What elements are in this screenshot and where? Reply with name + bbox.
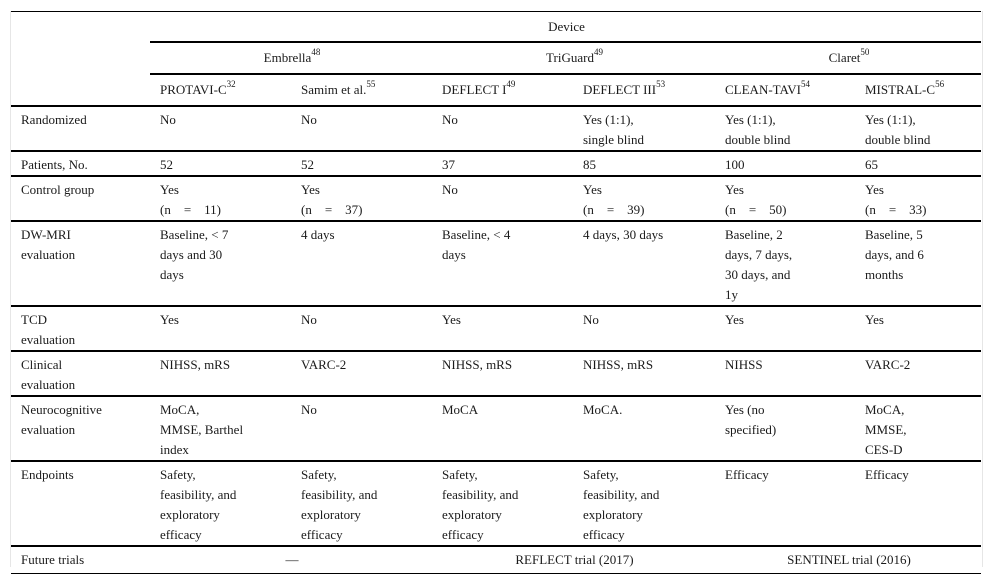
cell-line: Yes — [865, 181, 884, 197]
table-cell — [855, 151, 981, 176]
cell-line: No — [301, 111, 317, 127]
cell-line: Yes — [583, 181, 602, 197]
device-triguard — [432, 42, 715, 74]
table-cell — [150, 176, 291, 221]
table-cell — [855, 396, 981, 461]
table-cell — [715, 461, 855, 546]
row-label: Future trials — [11, 546, 150, 574]
cell-line: exploratory — [442, 506, 502, 522]
cell-line: feasibility, and — [442, 486, 519, 502]
trial-name: Samim et al. — [301, 81, 367, 97]
device-name: Embrella — [263, 49, 312, 65]
cell-line: feasibility, and — [301, 486, 378, 502]
table-cell — [291, 351, 432, 396]
cell-line: Yes (1:1), — [725, 111, 776, 127]
trial-header — [715, 74, 855, 106]
table-cell — [715, 106, 855, 151]
cell-line: specified) — [725, 421, 777, 437]
table-cell — [291, 106, 432, 151]
cell-line: exploratory — [301, 506, 361, 522]
cell-line: feasibility, and — [583, 486, 660, 502]
table-cell — [573, 221, 715, 306]
cell-line: double blind — [725, 131, 791, 147]
table-cell — [855, 176, 981, 221]
row-label — [11, 176, 150, 221]
table-row — [11, 351, 981, 396]
cell-line: (n = 39) — [583, 201, 645, 217]
table-row — [11, 306, 981, 351]
cell-line: 52 — [301, 156, 314, 172]
row-label-line: DW-MRI — [21, 226, 71, 242]
cell-line: Yes (1:1), — [583, 111, 634, 127]
cell-line: VARC-2 — [865, 356, 911, 372]
trial-name: PROTAVI-C — [160, 81, 227, 97]
cell-line: Yes — [160, 311, 179, 327]
cell-line: Safety, — [442, 466, 478, 482]
device-name: Claret — [828, 49, 861, 65]
table-cell — [150, 306, 291, 351]
cell-line: feasibility, and — [160, 486, 237, 502]
trial-header — [291, 74, 432, 106]
trial-ref: 53 — [656, 79, 666, 90]
table-cell — [432, 306, 573, 351]
device-header: Device — [150, 12, 981, 42]
row-label-line: Clinical — [21, 356, 63, 372]
cell-line: NIHSS, mRS — [583, 356, 654, 372]
cell-line: No — [442, 111, 458, 127]
cell-line: 30 days, and — [725, 266, 791, 282]
cell-line: single blind — [583, 131, 645, 147]
row-label-line: Endpoints — [21, 466, 74, 482]
row-label-line: evaluation — [21, 331, 76, 347]
table-cell — [573, 106, 715, 151]
cell-line: 65 — [865, 156, 878, 172]
table-cell — [715, 396, 855, 461]
cell-line: 4 days, 30 days — [583, 226, 664, 242]
table-cell — [855, 306, 981, 351]
cell-line: Yes — [301, 181, 320, 197]
cell-line: exploratory — [583, 506, 643, 522]
device-ref: 50 — [860, 47, 870, 58]
table-cell — [573, 306, 715, 351]
device-embrella — [150, 42, 432, 74]
cell-line: No — [301, 401, 317, 417]
row-label-line: evaluation — [21, 376, 76, 392]
cell-line: Yes (1:1), — [865, 111, 916, 127]
cell-line: double blind — [865, 131, 931, 147]
cell-line: days, and 6 — [865, 246, 924, 262]
future-triguard: REFLECT trial (2017) — [432, 546, 715, 574]
cell-line: efficacy — [583, 526, 625, 542]
trial-ref: 54 — [801, 79, 810, 90]
table-cell — [432, 151, 573, 176]
cell-line: efficacy — [301, 526, 343, 542]
device-ref: 48 — [311, 47, 321, 58]
table-cell — [715, 176, 855, 221]
table-cell — [432, 221, 573, 306]
row-label-line: TCD — [21, 311, 47, 327]
table-cell — [855, 106, 981, 151]
table-cell — [291, 396, 432, 461]
trial-name: DEFLECT I — [442, 81, 507, 97]
trial-header — [573, 74, 715, 106]
cell-line: Yes — [442, 311, 461, 327]
table-row — [11, 151, 981, 176]
cell-line: (n = 37) — [301, 201, 363, 217]
cell-line: No — [583, 311, 599, 327]
table-row — [11, 461, 981, 546]
row-label-line: Control group — [21, 181, 95, 197]
cell-line: VARC-2 — [301, 356, 347, 372]
row-label-line: evaluation — [21, 246, 76, 262]
cell-line: NIHSS, mRS — [160, 356, 231, 372]
trial-header — [432, 74, 573, 106]
row-label — [11, 221, 150, 306]
cell-line: efficacy — [442, 526, 484, 542]
cell-line: MoCA, — [160, 401, 200, 417]
future-trials-row — [11, 546, 981, 574]
cell-line: Yes — [725, 311, 744, 327]
table-row — [11, 396, 981, 461]
table-cell — [573, 396, 715, 461]
cell-line: MoCA. — [583, 401, 623, 417]
cell-line: Baseline, < 4 — [442, 226, 511, 242]
cell-line: Baseline, 2 — [725, 226, 783, 242]
cell-line: 52 — [160, 156, 173, 172]
corner-cell — [11, 12, 150, 106]
cell-line: days — [160, 266, 184, 282]
table-cell — [432, 396, 573, 461]
cell-line: MoCA — [442, 401, 479, 417]
trial-ref: 55 — [366, 79, 376, 90]
table-cell — [715, 151, 855, 176]
table-cell — [573, 351, 715, 396]
cell-line: months — [865, 266, 904, 282]
table-cell — [573, 151, 715, 176]
cell-line: 1y — [725, 286, 738, 302]
cell-line: No — [160, 111, 176, 127]
future-claret: SENTINEL trial (2016) — [715, 546, 981, 574]
trial-name: CLEAN-TAVI — [725, 81, 801, 97]
cell-line: exploratory — [160, 506, 220, 522]
cell-line: (n = 33) — [865, 201, 927, 217]
row-label — [11, 396, 150, 461]
cell-line: MMSE, — [865, 421, 907, 437]
table-cell — [715, 221, 855, 306]
cell-line: Safety, — [301, 466, 337, 482]
table-cell — [432, 351, 573, 396]
cell-line: 85 — [583, 156, 596, 172]
cell-line: 4 days — [301, 226, 335, 242]
row-label — [11, 306, 150, 351]
table-cell — [150, 351, 291, 396]
table-cell — [291, 151, 432, 176]
table-cell — [150, 396, 291, 461]
cell-line: Yes (no — [725, 401, 765, 417]
cell-line: Yes — [865, 311, 884, 327]
trial-ref: 49 — [506, 79, 516, 90]
cell-line: CES-D — [865, 441, 903, 457]
device-name: TriGuard — [546, 49, 594, 65]
cell-line: NIHSS, mRS — [442, 356, 513, 372]
table-row — [11, 176, 981, 221]
row-label-line: Neurocognitive — [21, 401, 102, 417]
cell-line: MMSE, Barthel — [160, 421, 244, 437]
row-label-line: Randomized — [21, 111, 87, 127]
cell-line: Baseline, 5 — [865, 226, 923, 242]
table-cell — [150, 461, 291, 546]
row-label-line: evaluation — [21, 421, 76, 437]
trial-header — [150, 74, 291, 106]
table-cell — [855, 461, 981, 546]
table-cell — [291, 221, 432, 306]
cell-line: No — [301, 311, 317, 327]
cell-line: Baseline, < 7 — [160, 226, 229, 242]
table-cell — [855, 351, 981, 396]
cell-line: MoCA, — [865, 401, 905, 417]
table-row — [11, 106, 981, 151]
row-label-line: Patients, No. — [21, 156, 88, 172]
table-cell — [432, 176, 573, 221]
device-comparison-table — [11, 11, 981, 574]
table-cell — [432, 106, 573, 151]
cell-line: days and 30 — [160, 246, 223, 262]
row-label — [11, 106, 150, 151]
cell-line: days — [442, 246, 466, 262]
table-cell — [573, 461, 715, 546]
trial-name: DEFLECT III — [583, 81, 657, 97]
cell-line: index — [160, 441, 189, 457]
table-cell — [150, 106, 291, 151]
device-ref: 49 — [593, 47, 603, 58]
trial-ref: 32 — [226, 79, 236, 90]
row-label — [11, 351, 150, 396]
cell-line: No — [442, 181, 458, 197]
cell-line: (n = 11) — [160, 201, 222, 217]
trial-header — [855, 74, 981, 106]
cell-line: efficacy — [160, 526, 202, 542]
cell-line: Safety, — [583, 466, 619, 482]
table-cell — [573, 176, 715, 221]
device-claret — [715, 42, 981, 74]
table-cell — [291, 306, 432, 351]
cell-line: 100 — [725, 156, 745, 172]
table-cell — [715, 351, 855, 396]
cell-line: Yes — [160, 181, 179, 197]
trial-name: MISTRAL-C — [865, 81, 936, 97]
table-cell — [715, 306, 855, 351]
cell-line: (n = 50) — [725, 201, 787, 217]
cell-line: NIHSS — [725, 356, 763, 372]
cell-line: Safety, — [160, 466, 196, 482]
table-cell — [150, 221, 291, 306]
cell-line: Efficacy — [865, 466, 909, 482]
cell-line: Yes — [725, 181, 744, 197]
cell-line: 37 — [442, 156, 455, 172]
table-cell — [432, 461, 573, 546]
row-label — [11, 151, 150, 176]
cell-line: days, 7 days, — [725, 246, 793, 262]
table-cell — [150, 151, 291, 176]
trial-ref: 56 — [935, 79, 945, 90]
row-label — [11, 461, 150, 546]
future-embrella: — — [150, 546, 432, 574]
cell-line: Efficacy — [725, 466, 769, 482]
table-row — [11, 221, 981, 306]
table-cell — [855, 221, 981, 306]
table-cell — [291, 461, 432, 546]
table-cell — [291, 176, 432, 221]
